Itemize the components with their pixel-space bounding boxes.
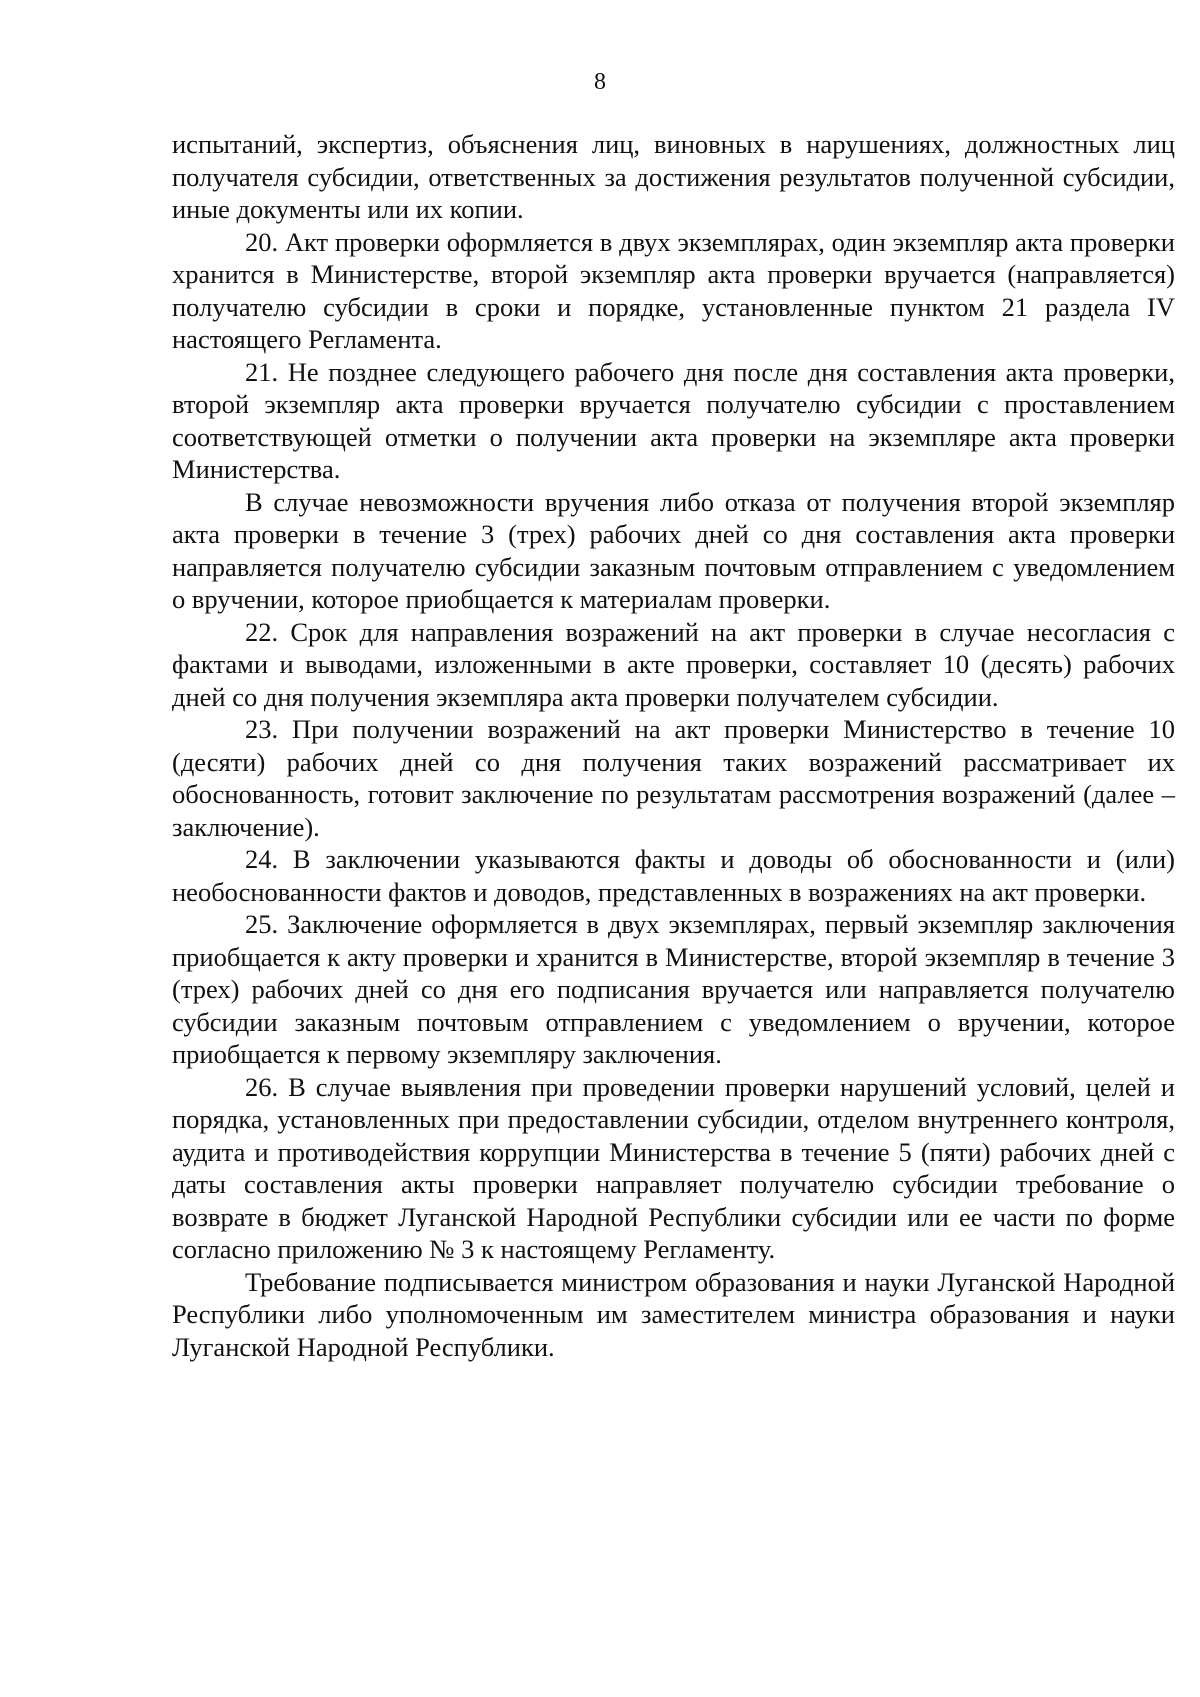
paragraph-signature-requirement: Требование подписывается министром образования и науки Луганской Народной Республики либо уполномоченным им заместителем министра образования и науки Луганской Народной Республики.: [172, 1266, 1175, 1362]
paragraph-continuation: испытаний, экспертиз, объяснения лиц, виновных в нарушениях, должностных лиц получателя субсидии, ответственных за достижения результатов полученной субсидии, иные документы или их копии.: [172, 129, 1175, 224]
document-body: [172, 128, 1175, 1363]
paragraph-item-26: 26. В случае выявления при проведении проверки нарушений условий, целей и порядка, установленных при предоставлении субсидии, отделом внутреннего контроля, аудита и противодействия коррупции Министерства в течение 5 (пяти) рабочих дней с даты составления акты проверки направляет получателю субсидии требование о возврате в бюджет Луганской Народной Республики субсидии или ее части по форме согласно приложению № 3 к настоящему Регламенту.: [172, 1071, 1175, 1264]
paragraph-item-24: 24. В заключении указываются факты и доводы об обоснованности и (или) необоснованности фактов и доводов, представленных в возражениях на акт проверки.: [172, 844, 1175, 907]
paragraph-item-23: 23. При получении возражений на акт проверки Министерство в течение 10 (десяти) рабочих дней со дня получения таких возражений рассматривает их обоснованность, готовит заключение по результатам рассмотрения возражений (далее – заключение).: [172, 714, 1175, 842]
paragraph-item-25: 25. Заключение оформляется в двух экземплярах, первый экземпляр заключения приобщается к акту проверки и хранится в Министерстве, второй экземпляр в течение 3 (трех) рабочих дней со дня его подписания вручается или направляется получателю субсидии заказным почтовым отправлением с уведомлением о вручении, которое приобщается к первому экземпляру заключения.: [172, 909, 1175, 1069]
paragraph-item-21-delivery-failure: В случае невозможности вручения либо отказа от получения второй экземпляр акта проверки в течение 3 (трех) рабочих дней со дня составления акта проверки направляется получателю субсидии заказным почтовым отправлением с уведомлением о вручении, которое приобщается к материалам проверки.: [172, 486, 1175, 614]
page-number: 8: [594, 69, 606, 95]
paragraph-item-21: 21. Не позднее следующего рабочего дня после дня составления акта проверки, второй экземпляр акта проверки вручается получателю субсидии с проставлением соответствующей отметки о получении акта проверки на экземпляре акта проверки Министерства.: [172, 356, 1175, 484]
paragraph-item-22: 22. Срок для направления возражений на акт проверки в случае несогласия с фактами и выводами, изложенными в акте проверки, составляет 10 (десять) рабочих дней со дня получения экземпляра акта проверки получателем субсидии.: [172, 616, 1175, 712]
paragraph-item-20: 20. Акт проверки оформляется в двух экземплярах, один экземпляр акта проверки хранится в Министерстве, второй экземпляр акта проверки вручается (направляется) получателю субсидии в сроки и порядке, установленные пунктом 21 раздела IV настоящего Регламента.: [172, 226, 1175, 354]
